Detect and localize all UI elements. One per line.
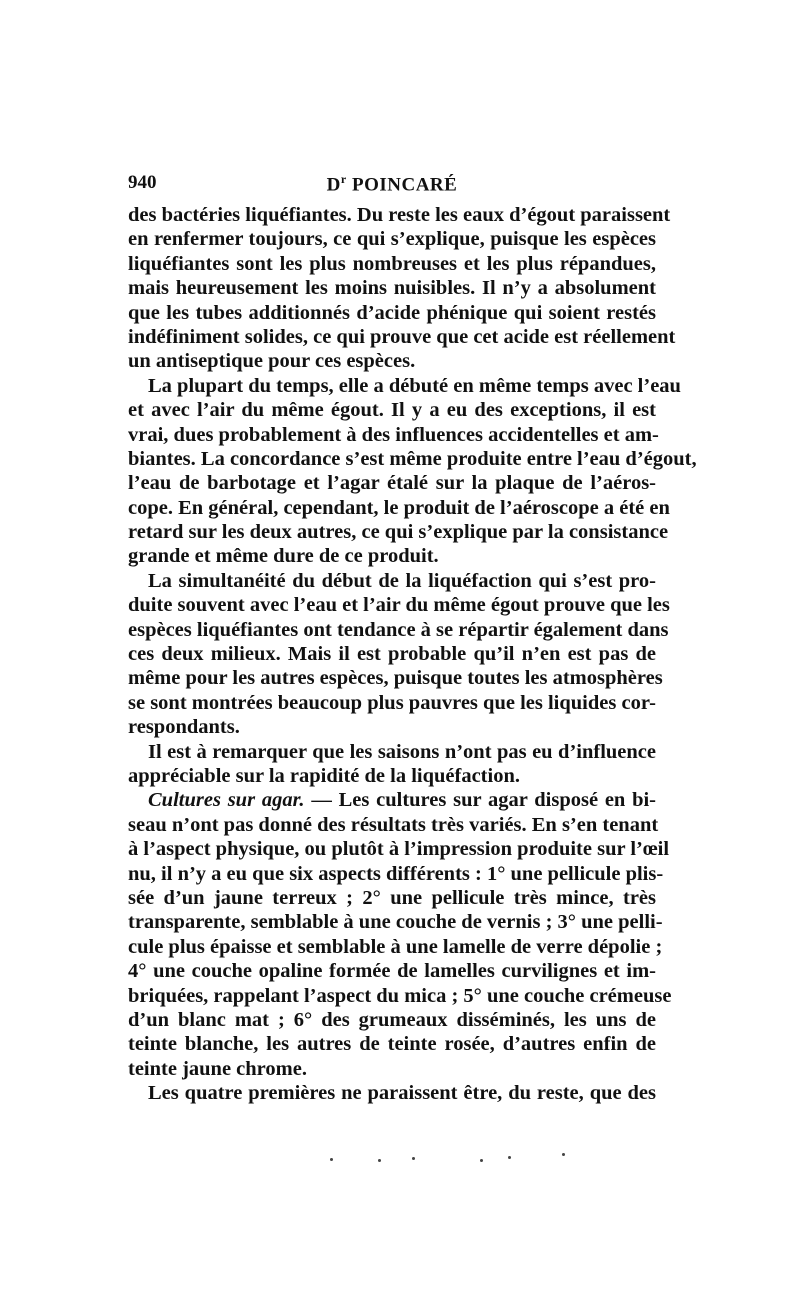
text-line: La plupart du temps, elle a débuté en même temps avec l’eau (148, 374, 681, 397)
text-line: même pour les autres espèces, puisque toutes les atmosphères (128, 667, 663, 690)
section-lead: Cultures sur agar. (148, 789, 305, 812)
print-speck (562, 1153, 565, 1156)
text-line: indéfiniment solides, ce qui prouve que cet acide est réellement (128, 325, 676, 348)
text-line: retard sur les deux autres, ce qui s’explique par la consistance (128, 521, 669, 544)
text-line: mais heureusement les moins nuisibles. Il n’y a absolument (128, 277, 656, 300)
text-line: cule plus épaisse et semblable à une lamelle de verre dépolie ; (128, 935, 663, 958)
text-line: un antiseptique pour ces espèces. (128, 350, 416, 373)
page-number: 940 (128, 172, 157, 193)
text-line: et avec l’air du même égout. Il y a eu des exceptions, il est (128, 399, 656, 422)
text-line: biantes. La concordance s’est même produite entre l’eau d’égout, (128, 447, 697, 470)
text-line: transparente, semblable à une couche de vernis ; 3° une pelli- (128, 911, 663, 934)
text-line: Les quatre premières ne paraissent être, du reste, que des (148, 1082, 656, 1105)
text-line: seau n’ont pas donné des résultats très variés. En s’en tenant (128, 813, 659, 836)
text-line: respondants. (128, 716, 240, 739)
print-speck (480, 1159, 483, 1162)
print-specks (330, 1150, 570, 1164)
text-line: vrai, dues probablement à des influences accidentelles et am- (128, 423, 659, 446)
print-speck (330, 1158, 333, 1161)
author-name: POINCARÉ (351, 174, 458, 196)
text-line: que les tubes additionnés d’acide phénique qui soient restés (128, 301, 656, 324)
text-line: en renfermer toujours, ce qui s’explique, puisque les espèces (128, 228, 656, 251)
text-line: à l’aspect physique, ou plutôt à l’impression produite sur l’œil (128, 838, 670, 861)
text-line: liquéfiantes sont les plus nombreuses et les plus répandues, (128, 252, 656, 275)
text-line: ces deux milieux. Mais il est probable qu’il n’en est pas de (128, 643, 656, 666)
text-line: teinte blanche, les autres de teinte rosée, d’autres enfin de (128, 1033, 656, 1056)
text-line: des bactéries liquéfiantes. Du reste les eaux d’égout paraissent (128, 204, 671, 226)
text-line: Il est à remarquer que les saisons n’ont pas eu d’influence (148, 740, 656, 763)
text-line: cope. En général, cependant, le produit de l’aéroscope a été en (128, 496, 670, 519)
text-line: duite souvent avec l’eau et l’air du même égout prouve que les (128, 594, 670, 617)
text-line: appréciable sur la rapidité de la liquéfaction. (128, 764, 520, 787)
text-line: 4° une couche opaline formée de lamelles curvilignes et im- (128, 960, 656, 983)
print-speck (508, 1156, 511, 1159)
print-speck (412, 1157, 415, 1160)
text-line: La simultanéité du début de la liquéfaction qui s’est pro- (148, 569, 656, 592)
text-line: se sont montrées beaucoup plus pauvres que les liquides cor- (128, 691, 656, 714)
text-line: briquées, rappelant l’aspect du mica ; 5° une couche crémeuse (128, 984, 672, 1007)
print-speck (378, 1159, 381, 1162)
text-line: sée d’un jaune terreux ; 2° une pellicule très mince, très (128, 886, 656, 909)
text-line (128, 788, 656, 812)
text-line: espèces liquéfiantes ont tendance à se répartir également dans (128, 618, 669, 641)
author-sup: r (340, 172, 347, 186)
text-line: grande et même dure de ce produit. (128, 545, 439, 568)
text-line: l’eau de barbotage et l’agar étalé sur la plaque de l’aéros- (128, 472, 656, 495)
author-heading (128, 172, 656, 196)
text-line: d’un blanc mat ; 6° des grumeaux disséminés, les uns de (128, 1008, 656, 1031)
author-prefix: D (326, 174, 341, 196)
text-line: nu, il n’y a eu que six aspects différents : 1° une pellicule plis- (128, 862, 664, 885)
text-line-rest: — Les cultures sur agar disposé en bi- (311, 789, 657, 812)
text-line: teinte jaune chrome. (128, 1057, 307, 1080)
body-text (128, 203, 697, 1105)
running-head (128, 172, 656, 198)
